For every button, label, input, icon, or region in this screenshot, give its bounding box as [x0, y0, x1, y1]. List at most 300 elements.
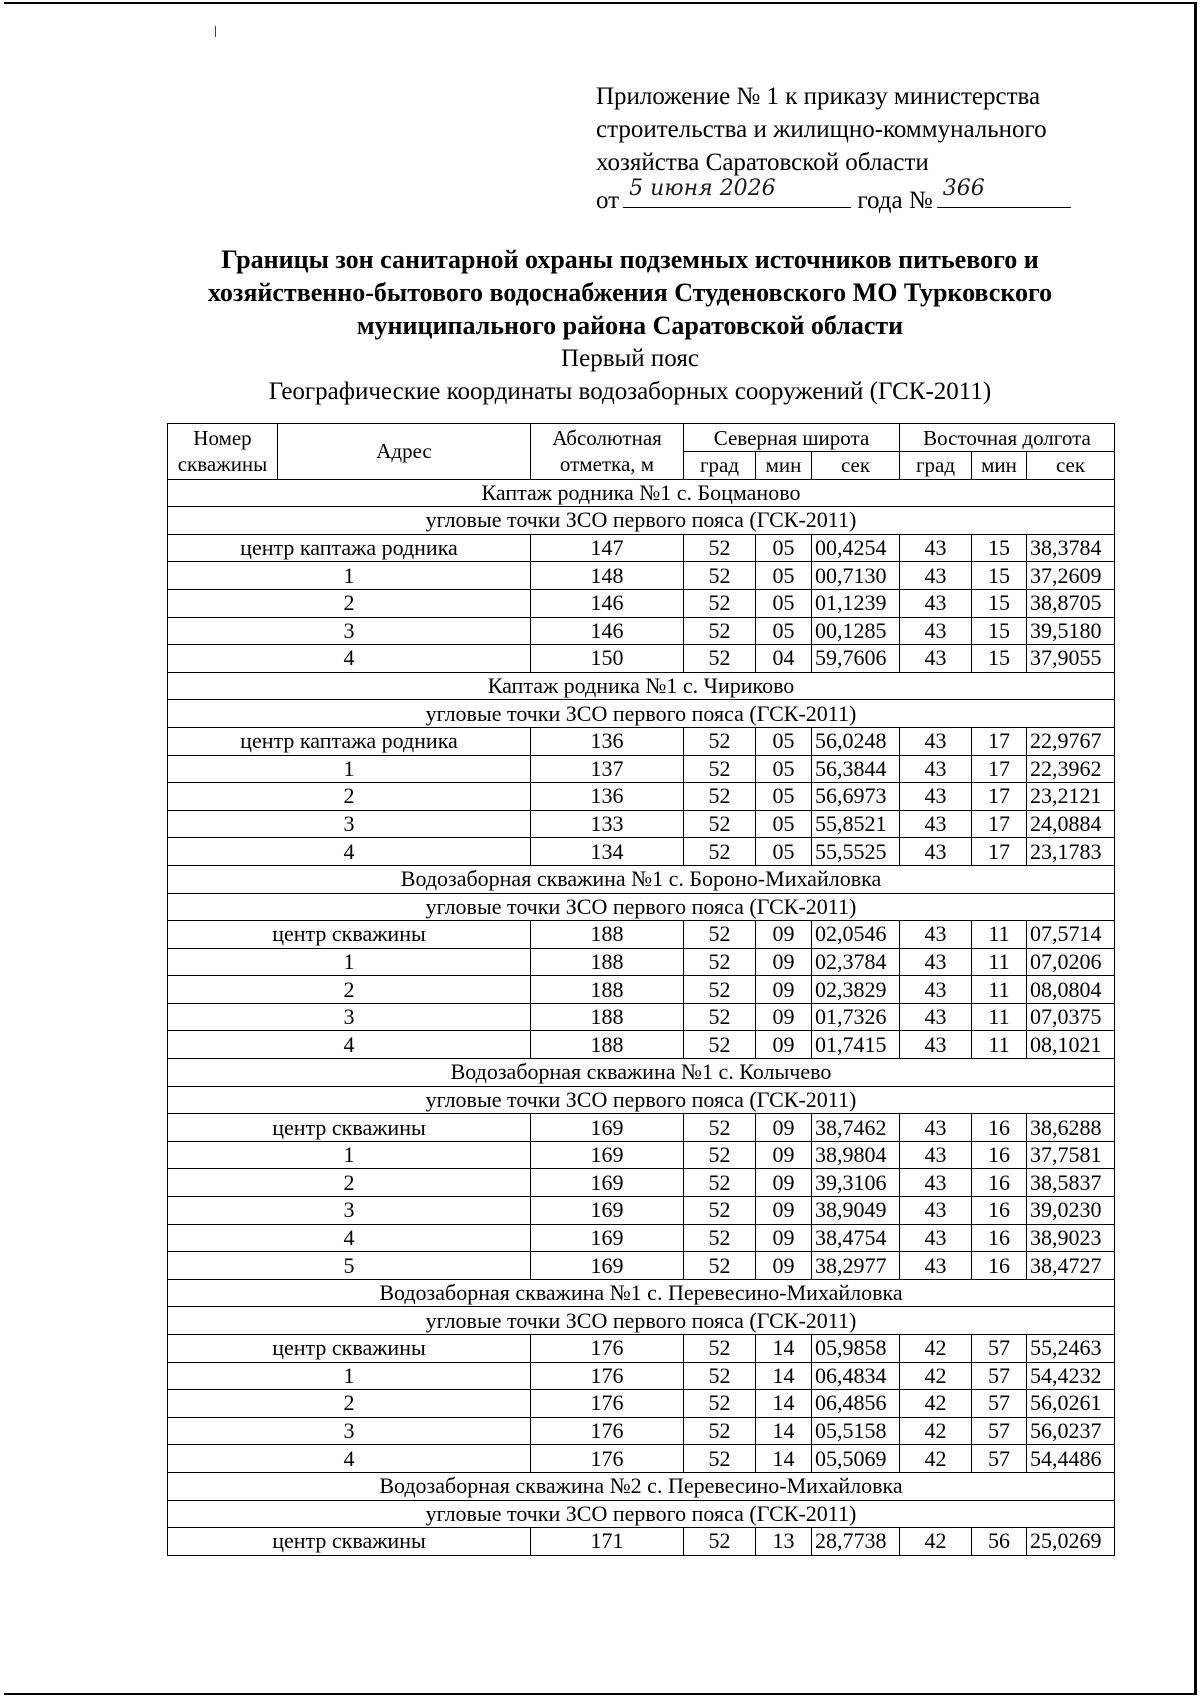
- section-title-row: [168, 1059, 1115, 1087]
- lon-min-cell: 56: [972, 1528, 1027, 1556]
- elevation-cell: 136: [531, 783, 684, 811]
- table-row: [168, 976, 1115, 1004]
- lat-sec-cell: 01,1239: [812, 589, 900, 617]
- elevation-cell: 169: [531, 1169, 684, 1197]
- lon-sec-cell: 56,0261: [1027, 1390, 1115, 1418]
- lat-sec-cell: 06,4834: [812, 1362, 900, 1390]
- lon-deg-cell: 43: [900, 783, 972, 811]
- elevation-cell: 188: [531, 1031, 684, 1059]
- table-row: [168, 1445, 1115, 1473]
- section-subtitle: угловые точки ЗСО первого пояса (ГСК-2011): [168, 1500, 1115, 1528]
- lat-min-cell: 14: [756, 1445, 812, 1473]
- point-label: 4: [168, 1224, 531, 1252]
- lat-min-cell: 05: [756, 562, 812, 590]
- table-row: [168, 755, 1115, 783]
- lon-deg-cell: 43: [900, 1114, 972, 1142]
- lon-min-cell: 15: [972, 589, 1027, 617]
- point-label: 1: [168, 948, 531, 976]
- lat-min-cell: 09: [756, 1003, 812, 1031]
- table-row: [168, 1362, 1115, 1390]
- lat-sec-cell: 39,3106: [812, 1169, 900, 1197]
- point-label: 1: [168, 755, 531, 783]
- document-subtitle: [160, 342, 1100, 408]
- lon-sec-cell: 54,4486: [1027, 1445, 1115, 1473]
- section-title: Каптаж родника №1 с. Боцманово: [168, 479, 1115, 507]
- elevation-cell: 146: [531, 589, 684, 617]
- lat-min-cell: 13: [756, 1528, 812, 1556]
- lon-min-cell: 11: [972, 921, 1027, 949]
- table-body: [168, 479, 1115, 1555]
- section-subtitle: угловые точки ЗСО первого пояса (ГСК-2011): [168, 893, 1115, 921]
- lat-min-cell: 09: [756, 921, 812, 949]
- section-title-row: [168, 479, 1115, 507]
- section-subtitle: угловые точки ЗСО первого пояса (ГСК-2011): [168, 507, 1115, 535]
- lon-sec-cell: 38,5837: [1027, 1169, 1115, 1197]
- scan-mark: [215, 26, 216, 37]
- lon-sec-cell: 56,0237: [1027, 1417, 1115, 1445]
- lat-sec-cell: 06,4856: [812, 1390, 900, 1418]
- lat-min-cell: 14: [756, 1362, 812, 1390]
- document-title: [160, 243, 1100, 342]
- lon-deg-cell: 43: [900, 1197, 972, 1225]
- title-line: хозяйственно-бытового водоснабжения Студеновского МО Турковского: [207, 278, 1053, 307]
- lon-deg-cell: 43: [900, 1252, 972, 1280]
- lat-deg-cell: 52: [684, 562, 756, 590]
- lon-deg-cell: 42: [900, 1390, 972, 1418]
- lat-deg-cell: 52: [684, 1169, 756, 1197]
- lon-sec-cell: 25,0269: [1027, 1528, 1115, 1556]
- lon-min-cell: 16: [972, 1141, 1027, 1169]
- table-row: [168, 1114, 1115, 1142]
- lon-min-cell: 16: [972, 1252, 1027, 1280]
- elevation-cell: 169: [531, 1197, 684, 1225]
- lon-deg-cell: 43: [900, 976, 972, 1004]
- lon-min-cell: 57: [972, 1417, 1027, 1445]
- appendix-line: Приложение № 1 к приказу министерства: [596, 83, 1041, 110]
- table-row: [168, 948, 1115, 976]
- point-label: 3: [168, 810, 531, 838]
- lat-deg-cell: 52: [684, 783, 756, 811]
- table-row: [168, 1528, 1115, 1556]
- lon-sec-cell: 38,6288: [1027, 1114, 1115, 1142]
- elevation-cell: 169: [531, 1224, 684, 1252]
- lat-sec-cell: 02,0546: [812, 921, 900, 949]
- lon-min-cell: 11: [972, 1003, 1027, 1031]
- lon-deg-cell: 43: [900, 838, 972, 866]
- lon-sec-cell: 08,1021: [1027, 1031, 1115, 1059]
- table-row: [168, 589, 1115, 617]
- lat-deg-cell: 52: [684, 921, 756, 949]
- title-line: Границы зон санитарной охраны подземных источников питьевого и: [221, 245, 1039, 274]
- appendix-header: [596, 80, 1116, 217]
- table-row: [168, 1224, 1115, 1252]
- appendix-line: хозяйства Саратовской области: [596, 149, 929, 176]
- table-row: [168, 1417, 1115, 1445]
- lat-sec-cell: 56,0248: [812, 727, 900, 755]
- lat-min-cell: 09: [756, 1141, 812, 1169]
- lat-deg-cell: 52: [684, 755, 756, 783]
- table-row: [168, 1003, 1115, 1031]
- lon-deg-cell: 42: [900, 1528, 972, 1556]
- lon-min-cell: 11: [972, 1031, 1027, 1059]
- lat-min-cell: 09: [756, 948, 812, 976]
- elevation-cell: 188: [531, 921, 684, 949]
- section-subtitle-row: [168, 1307, 1115, 1335]
- point-label: 3: [168, 1197, 531, 1225]
- lon-min-cell: 16: [972, 1114, 1027, 1142]
- lon-min-cell: 15: [972, 617, 1027, 645]
- elevation-cell: 188: [531, 1003, 684, 1031]
- section-title: Каптаж родника №1 с. Чириково: [168, 672, 1115, 700]
- handwritten-number: 366: [942, 176, 985, 201]
- lon-deg-cell: 43: [900, 645, 972, 673]
- date-field: [623, 176, 851, 208]
- belt-label: Первый пояс: [561, 345, 699, 372]
- lon-min-cell: 11: [972, 948, 1027, 976]
- lon-min-cell: 17: [972, 810, 1027, 838]
- header-east-longitude: Восточная долгота: [900, 424, 1115, 452]
- section-subtitle-row: [168, 1500, 1115, 1528]
- lat-min-cell: 05: [756, 534, 812, 562]
- lon-sec-cell: 07,0375: [1027, 1003, 1115, 1031]
- lon-min-cell: 17: [972, 727, 1027, 755]
- elevation-cell: 176: [531, 1390, 684, 1418]
- point-label: 1: [168, 1141, 531, 1169]
- lat-min-cell: 09: [756, 1224, 812, 1252]
- elevation-cell: 150: [531, 645, 684, 673]
- lat-sec-cell: 38,9804: [812, 1141, 900, 1169]
- handwritten-date: 5 июня 2026: [629, 176, 776, 201]
- table-header: [168, 424, 1115, 480]
- lat-sec-cell: 55,5525: [812, 838, 900, 866]
- section-title-row: [168, 1472, 1115, 1500]
- lat-min-cell: 05: [756, 617, 812, 645]
- lon-deg-cell: 43: [900, 589, 972, 617]
- section-title-row: [168, 865, 1115, 893]
- elevation-cell: 169: [531, 1141, 684, 1169]
- lon-deg-cell: 43: [900, 1003, 972, 1031]
- elevation-cell: 176: [531, 1335, 684, 1363]
- elevation-cell: 176: [531, 1445, 684, 1473]
- lat-deg-cell: 52: [684, 1390, 756, 1418]
- lon-deg-cell: 42: [900, 1335, 972, 1363]
- lat-deg-cell: 52: [684, 645, 756, 673]
- section-subtitle: угловые точки ЗСО первого пояса (ГСК-2011): [168, 1307, 1115, 1335]
- lat-deg-cell: 52: [684, 727, 756, 755]
- lon-deg-cell: 43: [900, 1031, 972, 1059]
- lat-sec-cell: 38,9049: [812, 1197, 900, 1225]
- lat-sec-cell: 55,8521: [812, 810, 900, 838]
- lat-min-cell: 09: [756, 976, 812, 1004]
- lon-sec-cell: 24,0884: [1027, 810, 1115, 838]
- point-label: 4: [168, 838, 531, 866]
- lat-deg-cell: 52: [684, 1445, 756, 1473]
- lat-deg-cell: 52: [684, 838, 756, 866]
- lon-sec-cell: 38,4727: [1027, 1252, 1115, 1280]
- table-row: [168, 534, 1115, 562]
- elevation-cell: 147: [531, 534, 684, 562]
- table-row: [168, 562, 1115, 590]
- table-row: [168, 1335, 1115, 1363]
- lat-deg-cell: 52: [684, 1224, 756, 1252]
- point-label: 2: [168, 976, 531, 1004]
- elevation-cell: 169: [531, 1252, 684, 1280]
- lat-deg-cell: 52: [684, 1252, 756, 1280]
- header-elevation: Абсолютная отметка, м: [531, 424, 684, 480]
- coordinates-table: [167, 423, 1115, 1556]
- table-row: [168, 1252, 1115, 1280]
- point-label: центр скважины: [168, 1114, 531, 1142]
- header-lat-deg: град: [684, 452, 756, 480]
- lon-deg-cell: 42: [900, 1417, 972, 1445]
- lon-min-cell: 17: [972, 755, 1027, 783]
- section-subtitle-row: [168, 700, 1115, 728]
- header-address: Адрес: [278, 424, 531, 480]
- header-lon-min: мин: [972, 452, 1027, 480]
- lat-sec-cell: 01,7326: [812, 1003, 900, 1031]
- lat-sec-cell: 38,7462: [812, 1114, 900, 1142]
- section-title: Водозаборная скважина №2 с. Перевесино-Михайловка: [168, 1472, 1115, 1500]
- elevation-cell: 136: [531, 727, 684, 755]
- elevation-cell: 188: [531, 976, 684, 1004]
- lat-min-cell: 05: [756, 755, 812, 783]
- elevation-cell: 188: [531, 948, 684, 976]
- elevation-cell: 146: [531, 617, 684, 645]
- lat-min-cell: 09: [756, 1114, 812, 1142]
- lat-min-cell: 05: [756, 589, 812, 617]
- lat-deg-cell: 52: [684, 1114, 756, 1142]
- lon-sec-cell: 22,9767: [1027, 727, 1115, 755]
- lon-deg-cell: 42: [900, 1362, 972, 1390]
- elevation-cell: 133: [531, 810, 684, 838]
- lat-min-cell: 05: [756, 810, 812, 838]
- elevation-cell: 171: [531, 1528, 684, 1556]
- lat-sec-cell: 05,9858: [812, 1335, 900, 1363]
- point-label: центр скважины: [168, 1528, 531, 1556]
- lon-min-cell: 15: [972, 562, 1027, 590]
- lon-min-cell: 17: [972, 783, 1027, 811]
- table-row: [168, 645, 1115, 673]
- lat-deg-cell: 52: [684, 1031, 756, 1059]
- elevation-cell: 176: [531, 1417, 684, 1445]
- point-label: 3: [168, 1003, 531, 1031]
- section-subtitle-row: [168, 507, 1115, 535]
- lon-min-cell: 16: [972, 1224, 1027, 1252]
- point-label: 5: [168, 1252, 531, 1280]
- table-row: [168, 617, 1115, 645]
- lon-min-cell: 57: [972, 1445, 1027, 1473]
- header-lat-min: мин: [756, 452, 812, 480]
- lon-sec-cell: 07,0206: [1027, 948, 1115, 976]
- lon-deg-cell: 43: [900, 921, 972, 949]
- point-label: 3: [168, 617, 531, 645]
- date-prefix: от: [596, 187, 620, 214]
- lon-sec-cell: 55,2463: [1027, 1335, 1115, 1363]
- lat-sec-cell: 38,2977: [812, 1252, 900, 1280]
- section-title: Водозаборная скважина №1 с. Бороно-Михайловка: [168, 865, 1115, 893]
- point-label: центр каптажа родника: [168, 534, 531, 562]
- lon-deg-cell: 43: [900, 1169, 972, 1197]
- lat-min-cell: 05: [756, 783, 812, 811]
- lon-deg-cell: 43: [900, 810, 972, 838]
- header-lat-sec: сек: [812, 452, 900, 480]
- lat-sec-cell: 56,3844: [812, 755, 900, 783]
- table-row: [168, 838, 1115, 866]
- lon-min-cell: 15: [972, 645, 1027, 673]
- lat-sec-cell: 05,5158: [812, 1417, 900, 1445]
- elevation-cell: 148: [531, 562, 684, 590]
- lat-min-cell: 09: [756, 1031, 812, 1059]
- table-row: [168, 810, 1115, 838]
- lat-sec-cell: 00,4254: [812, 534, 900, 562]
- lon-sec-cell: 37,2609: [1027, 562, 1115, 590]
- header-lon-deg: град: [900, 452, 972, 480]
- lat-deg-cell: 52: [684, 976, 756, 1004]
- lon-deg-cell: 43: [900, 534, 972, 562]
- lon-deg-cell: 43: [900, 727, 972, 755]
- point-label: 3: [168, 1417, 531, 1445]
- section-subtitle: угловые точки ЗСО первого пояса (ГСК-2011): [168, 1086, 1115, 1114]
- lat-min-cell: 05: [756, 727, 812, 755]
- lon-sec-cell: 39,0230: [1027, 1197, 1115, 1225]
- point-label: 4: [168, 1445, 531, 1473]
- point-label: 4: [168, 645, 531, 673]
- elevation-cell: 134: [531, 838, 684, 866]
- lon-sec-cell: 23,1783: [1027, 838, 1115, 866]
- point-label: 2: [168, 783, 531, 811]
- table-row: [168, 1197, 1115, 1225]
- lon-deg-cell: 43: [900, 1224, 972, 1252]
- lat-sec-cell: 28,7738: [812, 1528, 900, 1556]
- lon-sec-cell: 54,4232: [1027, 1362, 1115, 1390]
- section-title: Водозаборная скважина №1 с. Перевесино-Михайловка: [168, 1279, 1115, 1307]
- section-subtitle-row: [168, 1086, 1115, 1114]
- lat-deg-cell: 52: [684, 1528, 756, 1556]
- lat-deg-cell: 52: [684, 1362, 756, 1390]
- section-subtitle: угловые точки ЗСО первого пояса (ГСК-2011): [168, 700, 1115, 728]
- lon-sec-cell: 08,0804: [1027, 976, 1115, 1004]
- lon-min-cell: 15: [972, 534, 1027, 562]
- lat-sec-cell: 02,3829: [812, 976, 900, 1004]
- header-north-latitude: Северная широта: [684, 424, 900, 452]
- section-subtitle-row: [168, 893, 1115, 921]
- lat-deg-cell: 52: [684, 617, 756, 645]
- point-label: центр каптажа родника: [168, 727, 531, 755]
- appendix-line: строительства и жилищно-коммунального: [596, 116, 1047, 143]
- table-row: [168, 727, 1115, 755]
- point-label: центр скважины: [168, 1335, 531, 1363]
- point-label: центр скважины: [168, 921, 531, 949]
- lat-sec-cell: 38,4754: [812, 1224, 900, 1252]
- order-date-line: [596, 176, 1116, 217]
- lon-deg-cell: 43: [900, 755, 972, 783]
- lon-sec-cell: 37,7581: [1027, 1141, 1115, 1169]
- lat-deg-cell: 52: [684, 1141, 756, 1169]
- lon-min-cell: 16: [972, 1169, 1027, 1197]
- point-label: 2: [168, 589, 531, 617]
- section-title-row: [168, 1279, 1115, 1307]
- lon-deg-cell: 43: [900, 948, 972, 976]
- title-line: муниципального района Саратовской области: [356, 311, 904, 340]
- point-label: 1: [168, 1362, 531, 1390]
- table-row: [168, 783, 1115, 811]
- table-row: [168, 1031, 1115, 1059]
- lat-deg-cell: 52: [684, 1003, 756, 1031]
- point-label: 2: [168, 1169, 531, 1197]
- lon-sec-cell: 39,5180: [1027, 617, 1115, 645]
- lat-deg-cell: 52: [684, 948, 756, 976]
- lat-sec-cell: 05,5069: [812, 1445, 900, 1473]
- lon-sec-cell: 38,8705: [1027, 589, 1115, 617]
- header-lon-sec: сек: [1027, 452, 1115, 480]
- coords-caption: Географические координаты водозаборных сооружений (ГСК-2011): [268, 378, 992, 405]
- lat-min-cell: 09: [756, 1197, 812, 1225]
- lat-min-cell: 14: [756, 1335, 812, 1363]
- lon-deg-cell: 43: [900, 617, 972, 645]
- lat-sec-cell: 00,7130: [812, 562, 900, 590]
- point-label: 1: [168, 562, 531, 590]
- lat-sec-cell: 01,7415: [812, 1031, 900, 1059]
- table-row: [168, 1390, 1115, 1418]
- lon-min-cell: 57: [972, 1335, 1027, 1363]
- lat-deg-cell: 52: [684, 589, 756, 617]
- lon-min-cell: 11: [972, 976, 1027, 1004]
- lat-sec-cell: 00,1285: [812, 617, 900, 645]
- elevation-cell: 169: [531, 1114, 684, 1142]
- elevation-cell: 176: [531, 1362, 684, 1390]
- lat-min-cell: 09: [756, 1169, 812, 1197]
- lon-min-cell: 57: [972, 1390, 1027, 1418]
- header-number: Номер скважины: [168, 424, 278, 480]
- lon-min-cell: 16: [972, 1197, 1027, 1225]
- table-row: [168, 1169, 1115, 1197]
- point-label: 2: [168, 1390, 531, 1418]
- lat-min-cell: 09: [756, 1252, 812, 1280]
- lon-deg-cell: 43: [900, 1141, 972, 1169]
- lon-deg-cell: 42: [900, 1445, 972, 1473]
- lon-min-cell: 17: [972, 838, 1027, 866]
- lat-min-cell: 05: [756, 838, 812, 866]
- year-label: года №: [857, 187, 933, 214]
- lat-min-cell: 14: [756, 1417, 812, 1445]
- lat-sec-cell: 02,3784: [812, 948, 900, 976]
- lat-deg-cell: 52: [684, 1417, 756, 1445]
- lon-sec-cell: 37,9055: [1027, 645, 1115, 673]
- lon-sec-cell: 38,3784: [1027, 534, 1115, 562]
- section-title: Водозаборная скважина №1 с. Колычево: [168, 1059, 1115, 1087]
- lon-sec-cell: 07,5714: [1027, 921, 1115, 949]
- lat-sec-cell: 56,6973: [812, 783, 900, 811]
- number-field: [937, 176, 1071, 208]
- lat-min-cell: 14: [756, 1390, 812, 1418]
- lat-deg-cell: 52: [684, 1197, 756, 1225]
- section-title-row: [168, 672, 1115, 700]
- table-row: [168, 921, 1115, 949]
- lon-sec-cell: 23,2121: [1027, 783, 1115, 811]
- lat-sec-cell: 59,7606: [812, 645, 900, 673]
- lat-deg-cell: 52: [684, 534, 756, 562]
- lon-deg-cell: 43: [900, 562, 972, 590]
- lon-sec-cell: 22,3962: [1027, 755, 1115, 783]
- lat-min-cell: 04: [756, 645, 812, 673]
- lon-min-cell: 57: [972, 1362, 1027, 1390]
- lat-deg-cell: 52: [684, 1335, 756, 1363]
- point-label: 4: [168, 1031, 531, 1059]
- table-row: [168, 1141, 1115, 1169]
- lat-deg-cell: 52: [684, 810, 756, 838]
- elevation-cell: 137: [531, 755, 684, 783]
- lon-sec-cell: 38,9023: [1027, 1224, 1115, 1252]
